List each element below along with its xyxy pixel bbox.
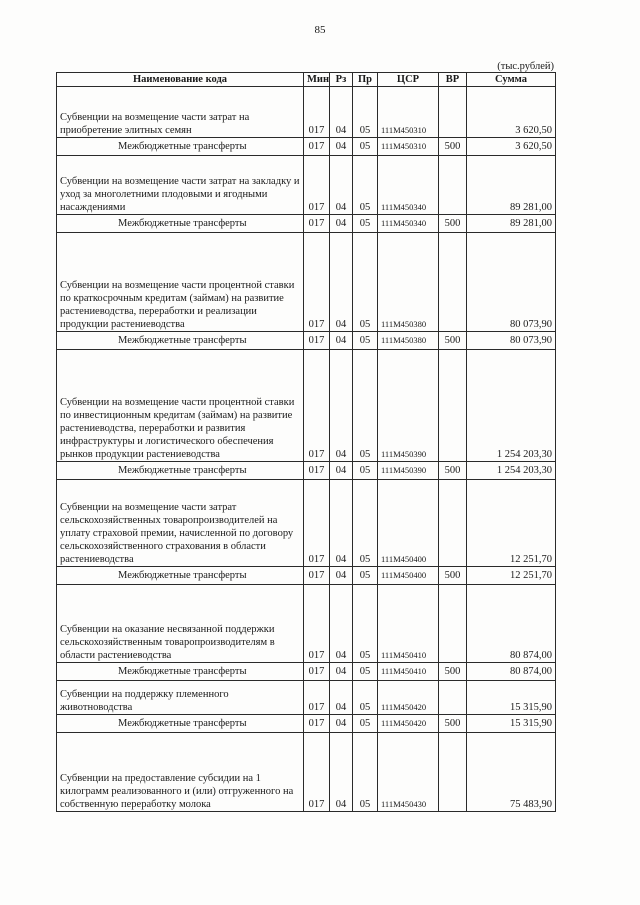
table-body: [57, 87, 556, 812]
cell-sum: 80 073,90: [467, 332, 556, 350]
header-min: Мин: [304, 73, 330, 87]
header-pr: Пр: [353, 73, 378, 87]
cell-sum: 1 254 203,30: [467, 350, 556, 462]
cell-name: Межбюджетные трансферты: [57, 332, 304, 350]
cell-rz: 04: [330, 138, 353, 156]
cell-pr: 05: [353, 138, 378, 156]
cell-min: 017: [304, 715, 330, 733]
table-row: [57, 332, 556, 350]
cell-pr: 05: [353, 715, 378, 733]
cell-vr: 500: [439, 663, 467, 681]
cell-sum: 15 315,90: [467, 715, 556, 733]
cell-pr: 05: [353, 87, 378, 138]
table-row: [57, 215, 556, 233]
cell-pr: 05: [353, 681, 378, 715]
cell-pr: 05: [353, 585, 378, 663]
cell-name: Субвенции на оказание несвязанной поддержки сельскохозяйственным товаропроизводителям в области растениеводства: [57, 585, 304, 663]
table-row: [57, 715, 556, 733]
cell-csr: 111М450410: [378, 585, 439, 663]
cell-csr: 111М450430: [378, 733, 439, 812]
table-row: [57, 585, 556, 663]
cell-csr: 111М450410: [378, 663, 439, 681]
cell-csr: 111М450310: [378, 87, 439, 138]
cell-min: 017: [304, 350, 330, 462]
cell-min: 017: [304, 480, 330, 567]
table-row: [57, 663, 556, 681]
cell-rz: 04: [330, 681, 353, 715]
cell-pr: 05: [353, 215, 378, 233]
cell-rz: 04: [330, 715, 353, 733]
cell-min: 017: [304, 87, 330, 138]
cell-vr: 500: [439, 332, 467, 350]
header-sum: Сумма: [467, 73, 556, 87]
cell-min: 017: [304, 156, 330, 215]
cell-vr: 500: [439, 215, 467, 233]
cell-sum: 3 620,50: [467, 87, 556, 138]
cell-sum: 80 073,90: [467, 233, 556, 332]
units-label: (тыс.рублей): [497, 61, 554, 72]
cell-sum: 80 874,00: [467, 663, 556, 681]
cell-rz: 04: [330, 567, 353, 585]
cell-vr: [439, 156, 467, 215]
cell-sum: 75 483,90: [467, 733, 556, 812]
header-csr: ЦСР: [378, 73, 439, 87]
cell-csr: 111М450310: [378, 138, 439, 156]
cell-csr: 111М450390: [378, 462, 439, 480]
cell-csr: 111М450390: [378, 350, 439, 462]
cell-vr: [439, 233, 467, 332]
table-row: [57, 462, 556, 480]
cell-rz: 04: [330, 156, 353, 215]
cell-min: 017: [304, 663, 330, 681]
cell-min: 017: [304, 138, 330, 156]
cell-min: 017: [304, 681, 330, 715]
cell-rz: 04: [330, 350, 353, 462]
header-vr: ВР: [439, 73, 467, 87]
cell-pr: 05: [353, 733, 378, 812]
cell-name: Субвенции на предоставление субсидии на 1 килограмм реализованного и (или) отгруженного на собственную переработку молока: [57, 733, 304, 812]
cell-vr: 500: [439, 138, 467, 156]
cell-min: 017: [304, 462, 330, 480]
cell-csr: 111М450340: [378, 215, 439, 233]
cell-pr: 05: [353, 462, 378, 480]
cell-min: 017: [304, 733, 330, 812]
cell-csr: 111М450420: [378, 715, 439, 733]
table-row: [57, 156, 556, 215]
cell-csr: 111М450380: [378, 233, 439, 332]
cell-csr: 111М450380: [378, 332, 439, 350]
header-name: Наименование кода: [57, 73, 304, 87]
table-row: [57, 480, 556, 567]
cell-sum: 3 620,50: [467, 138, 556, 156]
table-row: [57, 138, 556, 156]
cell-min: 017: [304, 567, 330, 585]
cell-rz: 04: [330, 233, 353, 332]
cell-csr: 111М450400: [378, 480, 439, 567]
cell-pr: 05: [353, 480, 378, 567]
header-rz: Рз: [330, 73, 353, 87]
cell-rz: 04: [330, 462, 353, 480]
cell-name: Субвенции на поддержку племенного животноводства: [57, 681, 304, 715]
cell-rz: 04: [330, 215, 353, 233]
cell-rz: 04: [330, 663, 353, 681]
cell-sum: 89 281,00: [467, 215, 556, 233]
cell-name: Межбюджетные трансферты: [57, 567, 304, 585]
cell-name: Межбюджетные трансферты: [57, 138, 304, 156]
cell-vr: [439, 681, 467, 715]
cell-csr: 111М450340: [378, 156, 439, 215]
cell-name: Межбюджетные трансферты: [57, 715, 304, 733]
cell-vr: 500: [439, 567, 467, 585]
cell-sum: 15 315,90: [467, 681, 556, 715]
cell-vr: [439, 585, 467, 663]
cell-min: 017: [304, 585, 330, 663]
cell-vr: [439, 733, 467, 812]
cell-min: 017: [304, 215, 330, 233]
table-row: [57, 567, 556, 585]
budget-table: [56, 72, 556, 812]
cell-rz: 04: [330, 585, 353, 663]
table-row: [57, 350, 556, 462]
cell-sum: 89 281,00: [467, 156, 556, 215]
cell-rz: 04: [330, 332, 353, 350]
cell-vr: 500: [439, 462, 467, 480]
cell-name: Субвенции на возмещение части затрат на закладку и уход за многолетними плодовыми и ягодными насаждениями: [57, 156, 304, 215]
cell-pr: 05: [353, 332, 378, 350]
cell-name: Межбюджетные трансферты: [57, 462, 304, 480]
table-row: [57, 681, 556, 715]
cell-vr: [439, 480, 467, 567]
cell-min: 017: [304, 233, 330, 332]
cell-csr: 111М450420: [378, 681, 439, 715]
cell-name: Межбюджетные трансферты: [57, 663, 304, 681]
cell-pr: 05: [353, 156, 378, 215]
cell-rz: 04: [330, 733, 353, 812]
cell-rz: 04: [330, 480, 353, 567]
cell-name: Субвенции на возмещение части затрат на приобретение элитных семян: [57, 87, 304, 138]
cell-rz: 04: [330, 87, 353, 138]
table-row: [57, 733, 556, 812]
cell-name: Межбюджетные трансферты: [57, 215, 304, 233]
table-row: [57, 87, 556, 138]
cell-name: Субвенции на возмещение части процентной ставки по инвестиционным кредитам (займам) на развитие растениеводства, переработки и развития инфраструктуры и логистического обеспечения рынков продукции растениеводства: [57, 350, 304, 462]
cell-sum: 12 251,70: [467, 567, 556, 585]
cell-name: Субвенции на возмещение части затрат сельскохозяйственных товаропроизводителей на уплату страховой премии, начисленной по договору сельскохозяйственного страхования в области растениеводства: [57, 480, 304, 567]
cell-pr: 05: [353, 663, 378, 681]
table-row: [57, 233, 556, 332]
cell-vr: 500: [439, 715, 467, 733]
cell-sum: 12 251,70: [467, 480, 556, 567]
cell-vr: [439, 87, 467, 138]
cell-min: 017: [304, 332, 330, 350]
cell-pr: 05: [353, 350, 378, 462]
cell-name: Субвенции на возмещение части процентной ставки по краткосрочным кредитам (займам) на развитие растениеводства, переработки и реализации продукции растениеводства: [57, 233, 304, 332]
cell-pr: 05: [353, 567, 378, 585]
table-header-row: [57, 73, 556, 87]
cell-pr: 05: [353, 233, 378, 332]
cell-sum: 80 874,00: [467, 585, 556, 663]
cell-sum: 1 254 203,30: [467, 462, 556, 480]
cell-csr: 111М450400: [378, 567, 439, 585]
cell-vr: [439, 350, 467, 462]
page-number: 85: [314, 24, 326, 36]
